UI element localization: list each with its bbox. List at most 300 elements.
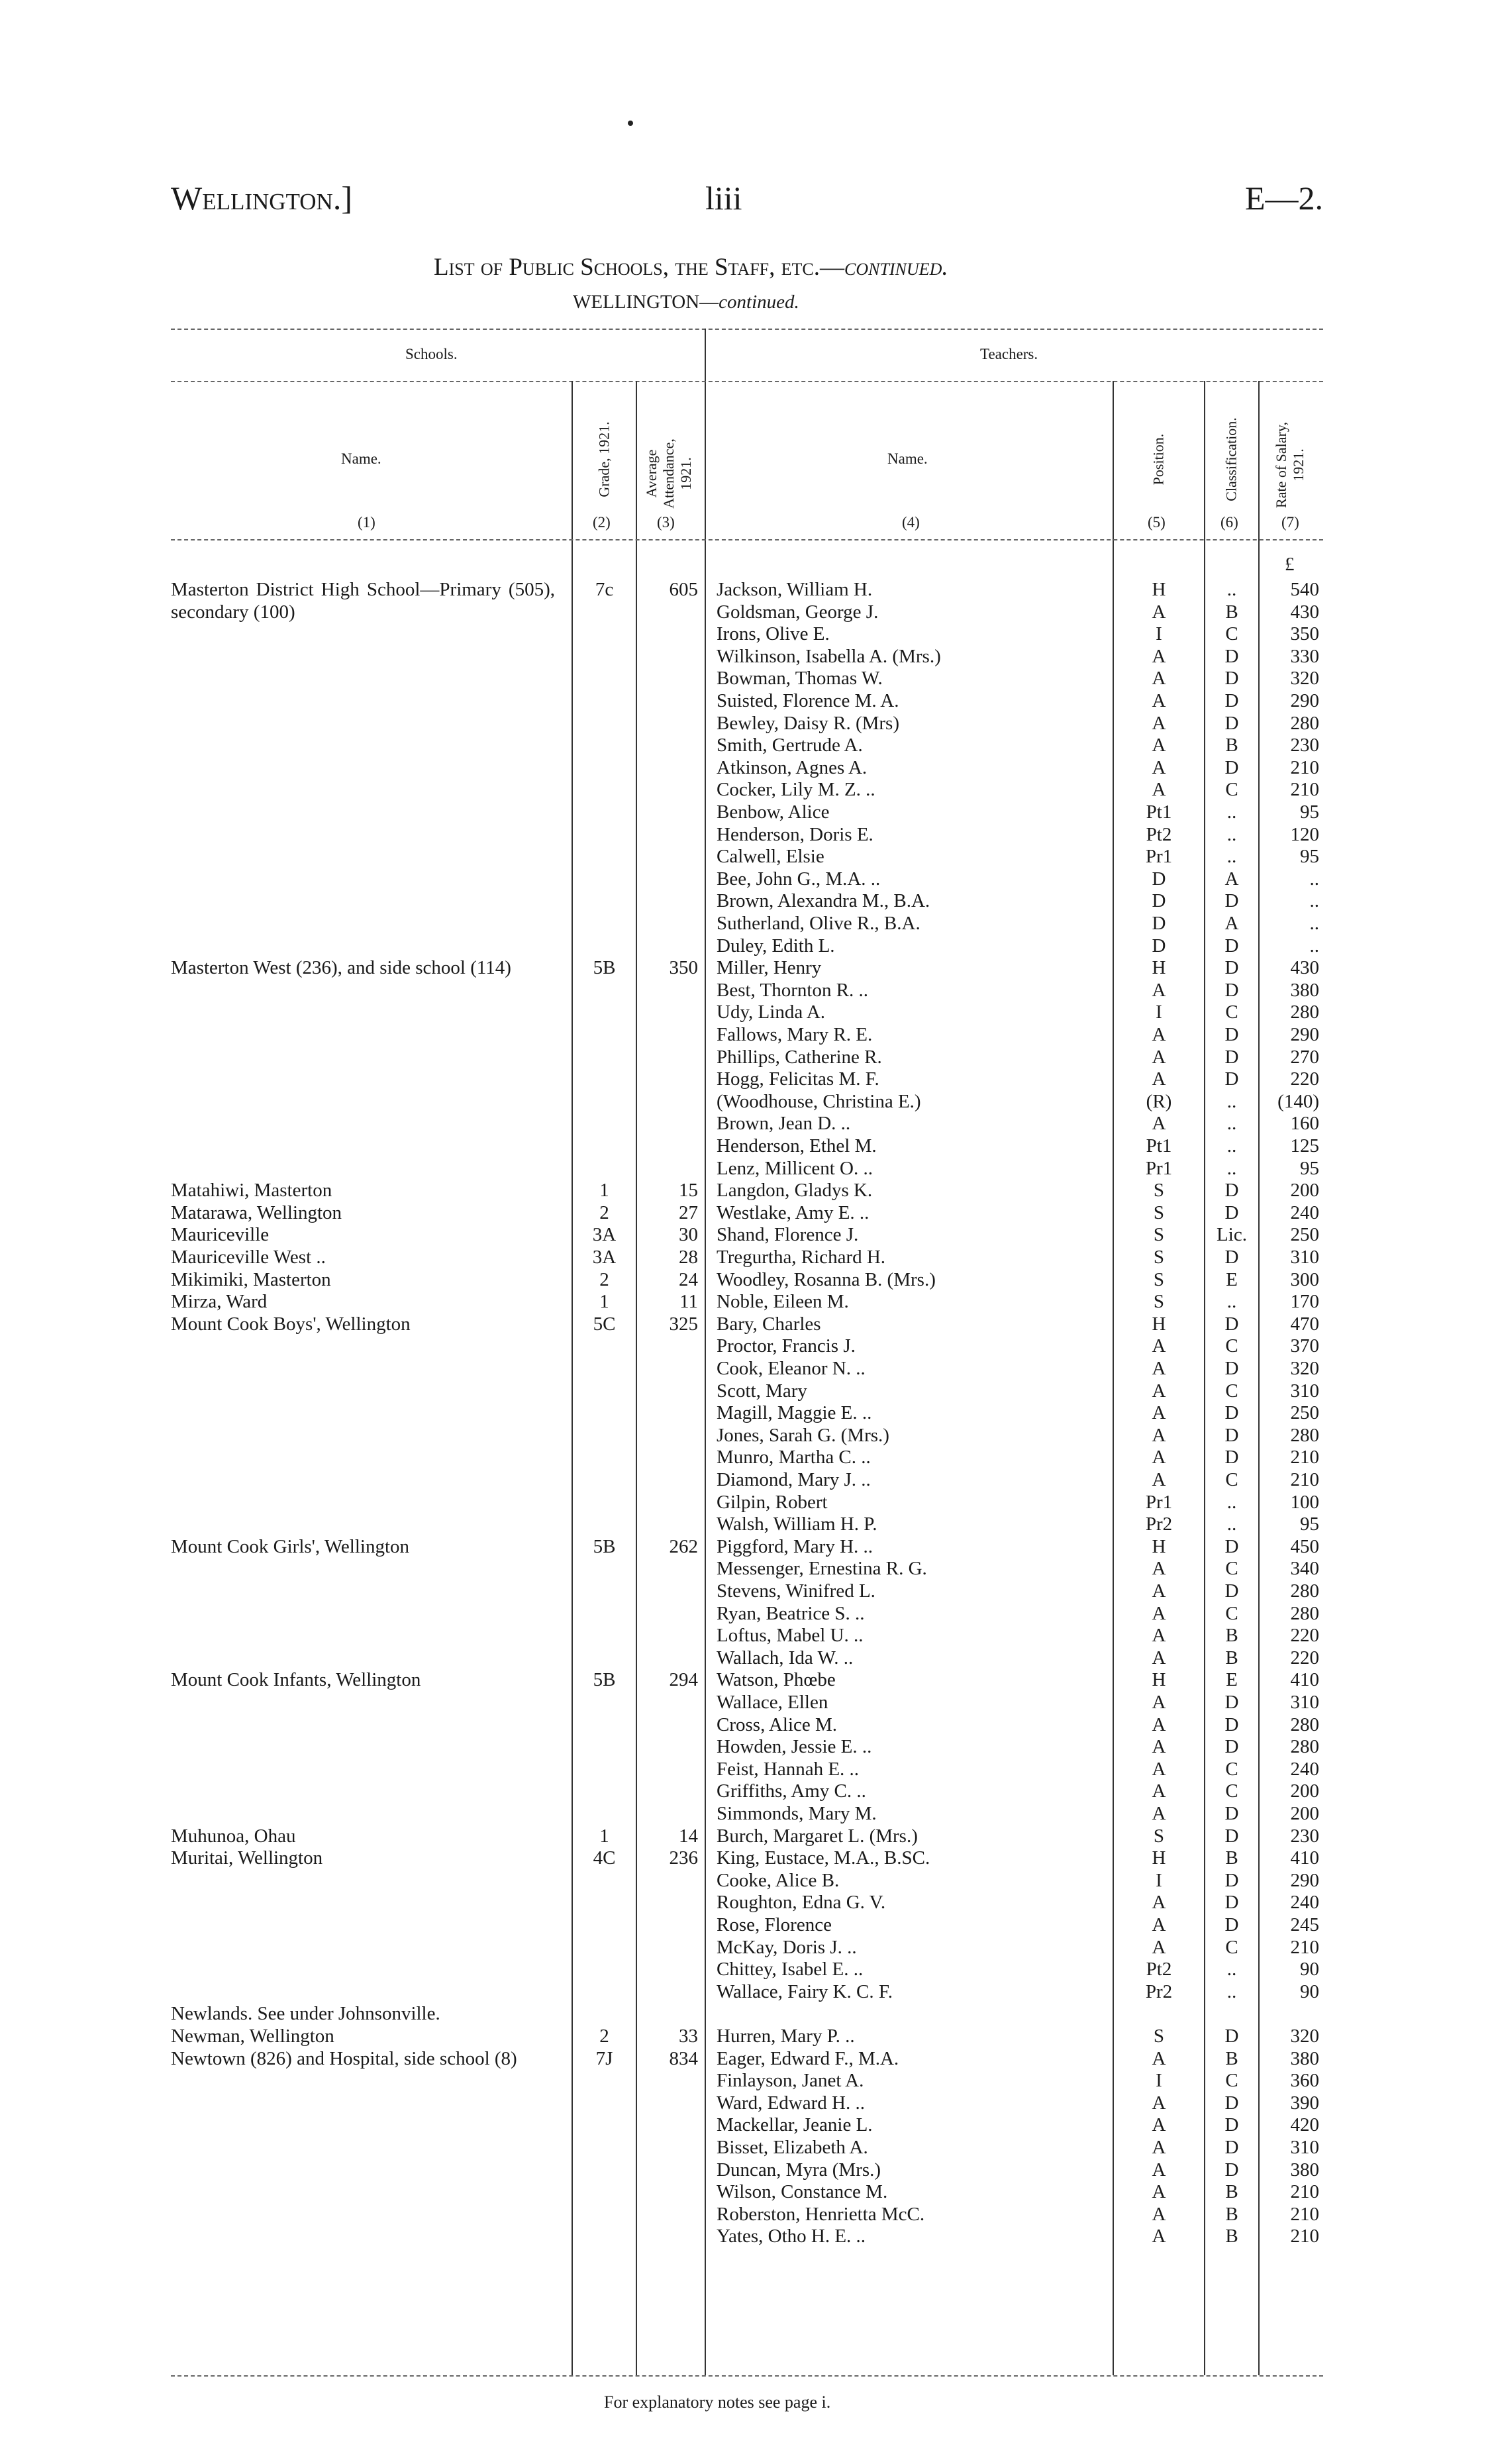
teacher-name: Cooke, Alice B. — [717, 1869, 840, 1891]
teacher-name: Miller, Henry — [717, 957, 822, 979]
teacher-classification: D — [1224, 935, 1239, 956]
teacher-salary: 340 — [1290, 1558, 1319, 1580]
teacher-salary: 310 — [1290, 1692, 1319, 1713]
teacher-position: H — [1152, 1535, 1166, 1557]
teacher-salary: 95 — [1300, 1157, 1319, 1179]
table-row — [0, 1469, 1494, 1492]
teacher-position: A — [1152, 1780, 1166, 1802]
table-row — [0, 1558, 1494, 1580]
col-number-3: (3) — [657, 514, 675, 531]
table-row — [0, 668, 1494, 690]
table-row — [0, 2204, 1494, 2226]
teacher-salary: 210 — [1290, 1469, 1319, 1490]
table-subtitle-italic: continued. — [719, 291, 799, 313]
col-number-6: (6) — [1220, 514, 1238, 531]
teacher-salary: 95 — [1300, 1514, 1319, 1535]
school-name: Muhunoa, Ohau — [171, 1825, 296, 1847]
school-attendance: 33 — [679, 2026, 698, 2047]
teacher-name: Brown, Jean D. .. — [717, 1113, 851, 1135]
teacher-classification: E — [1226, 1669, 1238, 1691]
teacher-name: Proctor, Francis J. — [717, 1335, 856, 1357]
teacher-name: (Woodhouse, Christina E.) — [717, 1090, 921, 1112]
table-row — [0, 1202, 1494, 1225]
teacher-salary: 280 — [1290, 1714, 1319, 1735]
teacher-salary: 360 — [1290, 2070, 1319, 2092]
teacher-salary: 280 — [1290, 1424, 1319, 1446]
teacher-name: Duncan, Myra (Mrs.) — [717, 2159, 881, 2181]
teacher-position: A — [1152, 2181, 1166, 2203]
table-row — [0, 623, 1494, 646]
table-row — [0, 1603, 1494, 1625]
table-row — [0, 1914, 1494, 1937]
school-name: Newtown (826) and Hospital, side school (8) — [171, 2047, 517, 2069]
table-row — [0, 1380, 1494, 1403]
teacher-name: Bee, John G., M.A. .. — [717, 868, 881, 890]
teacher-name: Henderson, Ethel M. — [717, 1135, 877, 1156]
teacher-position: A — [1152, 1558, 1166, 1580]
teacher-position: (R) — [1146, 1090, 1172, 1112]
teacher-salary: 230 — [1290, 735, 1319, 756]
teacher-name: Phillips, Catherine R. — [717, 1046, 882, 1068]
teacher-name: Sutherland, Olive R., B.A. — [717, 913, 921, 934]
teacher-name: Woodley, Rosanna B. (Mrs.) — [717, 1268, 936, 1290]
currency-symbol: £ — [1285, 554, 1295, 575]
school-name: Mauriceville — [171, 1224, 270, 1246]
table-row — [0, 1492, 1494, 1514]
col-number-7: (7) — [1281, 514, 1299, 531]
teacher-position: A — [1152, 690, 1166, 711]
table-row — [0, 2003, 1494, 2026]
teacher-name: Eager, Edward F., M.A. — [717, 2047, 899, 2069]
school-grade: 5B — [593, 1669, 616, 1691]
teacher-position: A — [1152, 1580, 1166, 1602]
school-attendance: 605 — [669, 579, 698, 600]
teacher-position: H — [1152, 1847, 1166, 1869]
school-grade: 4C — [593, 1847, 616, 1869]
teacher-classification: .. — [1226, 1090, 1237, 1112]
table-row — [0, 1847, 1494, 1870]
teacher-classification: D — [1224, 1024, 1239, 1045]
teacher-name: Wilkinson, Isabella A. (Mrs.) — [717, 645, 941, 667]
teacher-salary: 240 — [1290, 1202, 1319, 1223]
table-row — [0, 1358, 1494, 1380]
teacher-name: King, Eustace, M.A., B.SC. — [717, 1847, 930, 1869]
teacher-name: Yates, Otho H. E. .. — [717, 2226, 866, 2247]
teacher-classification: D — [1224, 1313, 1239, 1335]
col-header-attendance: Average Attendance, 1921. — [643, 438, 694, 509]
table-row — [0, 1425, 1494, 1447]
teacher-classification: D — [1224, 1869, 1239, 1891]
school-grade: 2 — [599, 1202, 609, 1223]
teacher-salary: 410 — [1290, 1847, 1319, 1869]
teacher-classification: .. — [1226, 579, 1237, 600]
teacher-classification: D — [1224, 1068, 1239, 1090]
teacher-position: A — [1152, 2226, 1166, 2247]
teacher-position: D — [1152, 868, 1166, 890]
teacher-classification: .. — [1226, 1135, 1237, 1156]
teacher-salary: 450 — [1290, 1535, 1319, 1557]
col-number-5: (5) — [1148, 514, 1166, 531]
school-grade: 1 — [599, 1291, 609, 1313]
table-row — [0, 801, 1494, 824]
teacher-salary: .. — [1309, 935, 1319, 956]
teacher-salary: .. — [1309, 868, 1319, 890]
table-row — [0, 1759, 1494, 1781]
teacher-name: Wallace, Ellen — [717, 1692, 828, 1713]
school-name: Mount Cook Infants, Wellington — [171, 1669, 421, 1691]
teacher-name: Wilson, Constance M. — [717, 2181, 888, 2203]
teacher-name: Fallows, Mary R. E. — [717, 1024, 873, 1045]
teacher-salary: 430 — [1290, 957, 1319, 979]
teacher-position: A — [1152, 645, 1166, 667]
teacher-position: I — [1156, 1869, 1162, 1891]
table-row — [0, 2026, 1494, 2048]
teacher-salary: 170 — [1290, 1291, 1319, 1313]
school-name: Matahiwi, Masterton — [171, 1180, 332, 1202]
teacher-classification: C — [1225, 1602, 1238, 1624]
table-row — [0, 1536, 1494, 1559]
table-row — [0, 935, 1494, 958]
teacher-position: S — [1153, 1224, 1165, 1246]
teacher-salary: 210 — [1290, 2226, 1319, 2247]
table-row — [0, 1291, 1494, 1313]
teacher-position: S — [1153, 1180, 1165, 1202]
teacher-classification: D — [1224, 2026, 1239, 2047]
table-row — [0, 1892, 1494, 1914]
teacher-name: Chittey, Isabel E. .. — [717, 1959, 864, 1980]
teacher-classification: D — [1224, 1714, 1239, 1735]
teacher-name: Hurren, Mary P. .. — [717, 2026, 855, 2047]
school-attendance: 24 — [679, 1268, 698, 1290]
teacher-position: A — [1152, 1113, 1166, 1135]
teacher-name: Watson, Phœbe — [717, 1669, 836, 1691]
teacher-classification: B — [1225, 601, 1238, 623]
table-title-main: List of Public Schools, the Staff, etc.— — [434, 254, 844, 281]
table-row — [0, 1959, 1494, 1981]
col-number-2: (2) — [593, 514, 611, 531]
teacher-name: Messenger, Ernestina R. G. — [717, 1558, 927, 1580]
school-name: Mount Cook Girls', Wellington — [171, 1535, 410, 1557]
teacher-salary: 290 — [1290, 1024, 1319, 1045]
teacher-position: D — [1152, 890, 1166, 912]
teacher-classification: D — [1224, 1046, 1239, 1068]
document-code: E—2. — [1245, 180, 1324, 217]
table-row — [0, 1158, 1494, 1180]
teacher-classification: C — [1225, 1469, 1238, 1490]
teacher-classification: B — [1225, 1847, 1238, 1869]
teacher-classification: D — [1224, 756, 1239, 778]
teacher-name: Finlayson, Janet A. — [717, 2070, 864, 2092]
col-header-grade: Grade, 1921. — [595, 421, 613, 497]
teacher-position: A — [1152, 1380, 1166, 1402]
teacher-name: Griffiths, Amy C. .. — [717, 1780, 866, 1802]
teacher-classification: C — [1225, 1001, 1238, 1023]
teacher-salary: 280 — [1290, 1580, 1319, 1602]
table-row — [0, 779, 1494, 801]
teacher-salary: .. — [1309, 913, 1319, 934]
table-subtitle-main: WELLINGTON— — [573, 291, 719, 313]
teacher-position: Pr1 — [1145, 1157, 1173, 1179]
school-grade: 5B — [593, 1535, 616, 1557]
teacher-classification: .. — [1226, 801, 1237, 823]
col-header-teacher-name: Name. — [887, 450, 928, 467]
teacher-salary: 390 — [1290, 2092, 1319, 2114]
teacher-salary: 210 — [1290, 756, 1319, 778]
teacher-classification: D — [1224, 2137, 1239, 2158]
col-header-classification: Classification. — [1222, 417, 1240, 501]
teacher-position: A — [1152, 2137, 1166, 2158]
table-row — [0, 713, 1494, 735]
table-row — [0, 1714, 1494, 1737]
school-grade: 5C — [593, 1313, 616, 1335]
teacher-salary: 320 — [1290, 668, 1319, 690]
school-name: Mauriceville West .. — [171, 1247, 326, 1268]
teacher-classification: C — [1225, 1936, 1238, 1958]
teacher-position: S — [1153, 1291, 1165, 1313]
school-attendance: 834 — [669, 2047, 698, 2069]
school-attendance: 262 — [669, 1535, 698, 1557]
teacher-position: A — [1152, 2114, 1166, 2136]
teacher-classification: D — [1224, 668, 1239, 690]
school-attendance: 15 — [679, 1180, 698, 1202]
teacher-salary: 280 — [1290, 1736, 1319, 1758]
teacher-classification: B — [1225, 2181, 1238, 2203]
teacher-classification: .. — [1226, 1291, 1237, 1313]
teacher-classification: D — [1224, 957, 1239, 979]
table-row — [0, 1780, 1494, 1803]
table-row — [0, 1937, 1494, 1959]
school-attendance: 28 — [679, 1247, 698, 1268]
teacher-position: A — [1152, 1803, 1166, 1824]
teacher-name: Jackson, William H. — [717, 579, 873, 600]
teacher-name: Goldsman, George J. — [717, 601, 879, 623]
teacher-position: H — [1152, 1669, 1166, 1691]
teacher-salary: 210 — [1290, 779, 1319, 801]
header-bottom-rule — [171, 539, 1323, 540]
teacher-position: Pr2 — [1145, 1980, 1173, 2002]
teacher-position: I — [1156, 1001, 1162, 1023]
teacher-position: A — [1152, 1447, 1166, 1468]
col-number-4: (4) — [902, 514, 920, 531]
table-bottom-rule — [171, 2375, 1323, 2377]
teacher-name: Bisset, Elizabeth A. — [717, 2137, 868, 2158]
teacher-name: Feist, Hannah E. .. — [717, 1758, 860, 1780]
teacher-classification: C — [1225, 623, 1238, 645]
teacher-position: Pt2 — [1146, 1959, 1172, 1980]
teacher-name: Lenz, Millicent O. .. — [717, 1157, 873, 1179]
teacher-position: A — [1152, 601, 1166, 623]
teacher-salary: 90 — [1300, 1980, 1319, 2002]
teacher-position: A — [1152, 1602, 1166, 1624]
teacher-name: Howden, Jessie E. .. — [717, 1736, 872, 1758]
group-header-teachers: Teachers. — [980, 346, 1038, 362]
teacher-name: Munro, Martha C. .. — [717, 1447, 871, 1468]
teacher-position: A — [1152, 1046, 1166, 1068]
table-row — [0, 1224, 1494, 1247]
teacher-salary: 320 — [1290, 1358, 1319, 1379]
teacher-classification: D — [1224, 645, 1239, 667]
group-header-rule — [171, 381, 1323, 382]
teacher-name: Best, Thornton R. .. — [717, 979, 869, 1001]
table-row — [0, 1135, 1494, 1158]
teacher-classification: C — [1225, 1758, 1238, 1780]
teacher-name: McKay, Doris J. .. — [717, 1936, 857, 1958]
table-row — [0, 1047, 1494, 1069]
teacher-classification: B — [1225, 1625, 1238, 1647]
teacher-classification: C — [1225, 1335, 1238, 1357]
teacher-position: A — [1152, 1736, 1166, 1758]
school-attendance: 11 — [679, 1291, 698, 1313]
table-subtitle — [573, 291, 799, 313]
teacher-salary: 470 — [1290, 1313, 1319, 1335]
group-header-schools: Schools. — [405, 346, 458, 362]
table-row — [0, 1625, 1494, 1647]
school-attendance: 325 — [669, 1313, 698, 1335]
school-grade: 1 — [599, 1825, 609, 1847]
table-row — [0, 2226, 1494, 2248]
teacher-salary: 310 — [1290, 1247, 1319, 1268]
teacher-position: A — [1152, 2092, 1166, 2114]
teacher-salary: 100 — [1290, 1491, 1319, 1513]
school-grade: 7c — [595, 579, 614, 600]
teacher-classification: .. — [1226, 846, 1237, 868]
teacher-name: Scott, Mary — [717, 1380, 807, 1402]
teacher-salary: 210 — [1290, 1936, 1319, 1958]
teacher-classification: D — [1224, 1892, 1239, 1914]
teacher-position: S — [1153, 1825, 1165, 1847]
table-row — [0, 1580, 1494, 1603]
teacher-classification: A — [1224, 868, 1239, 890]
teacher-classification: B — [1225, 2226, 1238, 2247]
teacher-salary: 200 — [1290, 1780, 1319, 1802]
table-row — [0, 1001, 1494, 1024]
teacher-salary: 410 — [1290, 1669, 1319, 1691]
teacher-classification: D — [1224, 1358, 1239, 1379]
school-attendance: 350 — [669, 957, 698, 979]
teacher-classification: D — [1224, 979, 1239, 1001]
teacher-name: Walsh, William H. P. — [717, 1514, 877, 1535]
teacher-position: A — [1152, 1625, 1166, 1647]
teacher-classification: D — [1224, 2092, 1239, 2114]
teacher-classification: D — [1224, 1580, 1239, 1602]
teacher-salary: 280 — [1290, 712, 1319, 734]
table-row — [0, 2114, 1494, 2137]
table-row — [0, 1514, 1494, 1536]
teacher-salary: 220 — [1290, 1647, 1319, 1668]
teacher-classification: D — [1224, 1180, 1239, 1202]
col-header-salary: Rate of Salary, 1921. — [1273, 422, 1307, 508]
table-row — [0, 1736, 1494, 1759]
page-header-left: Wellington.] — [171, 180, 352, 217]
teacher-salary: 250 — [1290, 1224, 1319, 1246]
teacher-salary: 350 — [1290, 623, 1319, 645]
teacher-salary: 380 — [1290, 2047, 1319, 2069]
teacher-position: A — [1152, 1358, 1166, 1379]
teacher-classification: .. — [1226, 1980, 1237, 2002]
teacher-name: Benbow, Alice — [717, 801, 830, 823]
teacher-classification: C — [1225, 2070, 1238, 2092]
school-grade: 1 — [599, 1180, 609, 1202]
teacher-position: Pr1 — [1145, 1491, 1173, 1513]
teacher-position: A — [1152, 1335, 1166, 1357]
teacher-salary: 280 — [1290, 1001, 1319, 1023]
teacher-salary: .. — [1309, 890, 1319, 912]
col-header-school-name: Name. — [341, 450, 381, 467]
teacher-salary: 95 — [1300, 801, 1319, 823]
teacher-classification: D — [1224, 1736, 1239, 1758]
teacher-classification: D — [1224, 690, 1239, 711]
teacher-name: Piggford, Mary H. .. — [717, 1535, 873, 1557]
teacher-name: Magill, Maggie E. .. — [717, 1402, 872, 1424]
teacher-salary: 430 — [1290, 601, 1319, 623]
table-row — [0, 601, 1494, 624]
teacher-salary: 380 — [1290, 979, 1319, 1001]
teacher-classification: D — [1224, 1202, 1239, 1223]
teacher-name: Calwell, Elsie — [717, 846, 824, 868]
school-attendance: 27 — [679, 1202, 698, 1223]
col-header-position: Position. — [1150, 433, 1167, 486]
teacher-classification: D — [1224, 1424, 1239, 1446]
teacher-classification: D — [1224, 1535, 1239, 1557]
teacher-classification: C — [1225, 779, 1238, 801]
teacher-classification: B — [1225, 2047, 1238, 2069]
teacher-salary: 210 — [1290, 1447, 1319, 1468]
teacher-salary: 320 — [1290, 2026, 1319, 2047]
teacher-position: Pr1 — [1145, 846, 1173, 868]
table-row — [0, 1447, 1494, 1469]
teacher-position: Pt1 — [1146, 801, 1172, 823]
teacher-position: H — [1152, 579, 1166, 600]
teacher-position: S — [1153, 2026, 1165, 2047]
teacher-classification: A — [1224, 913, 1239, 934]
table-title — [434, 253, 948, 282]
teacher-classification: D — [1224, 1247, 1239, 1268]
teacher-salary: 220 — [1290, 1068, 1319, 1090]
teacher-position: D — [1152, 935, 1166, 956]
teacher-name: Udy, Linda A. — [717, 1001, 826, 1023]
teacher-name: Smith, Gertrude A. — [717, 735, 863, 756]
teacher-position: A — [1152, 1424, 1166, 1446]
teacher-position: A — [1152, 1714, 1166, 1735]
table-row — [0, 1870, 1494, 1892]
teacher-position: Pt1 — [1146, 1135, 1172, 1156]
table-row — [0, 824, 1494, 847]
teacher-classification: C — [1225, 1558, 1238, 1580]
table-row — [0, 1113, 1494, 1135]
teacher-position: I — [1156, 623, 1162, 645]
teacher-position: A — [1152, 735, 1166, 756]
teacher-salary: 200 — [1290, 1180, 1319, 1202]
teacher-name: Wallace, Fairy K. C. F. — [717, 1980, 893, 2002]
teacher-classification: D — [1224, 890, 1239, 912]
teacher-name: Burch, Margaret L. (Mrs.) — [717, 1825, 918, 1847]
teacher-position: A — [1152, 756, 1166, 778]
teacher-salary: 120 — [1290, 823, 1319, 845]
table-row — [0, 913, 1494, 935]
teacher-position: A — [1152, 979, 1166, 1001]
teacher-classification: E — [1226, 1268, 1238, 1290]
school-grade: 2 — [599, 2026, 609, 2047]
teacher-salary: 220 — [1290, 1625, 1319, 1647]
table-row — [0, 1647, 1494, 1670]
teacher-salary: (140) — [1277, 1090, 1319, 1112]
teacher-salary: 200 — [1290, 1803, 1319, 1824]
teacher-name: Atkinson, Agnes A. — [717, 756, 868, 778]
school-name: Masterton West (236), and side school (114) — [171, 957, 511, 979]
teacher-name: Mackellar, Jeanie L. — [717, 2114, 873, 2136]
table-row — [0, 757, 1494, 780]
teacher-name: Westlake, Amy E. .. — [717, 1202, 870, 1223]
